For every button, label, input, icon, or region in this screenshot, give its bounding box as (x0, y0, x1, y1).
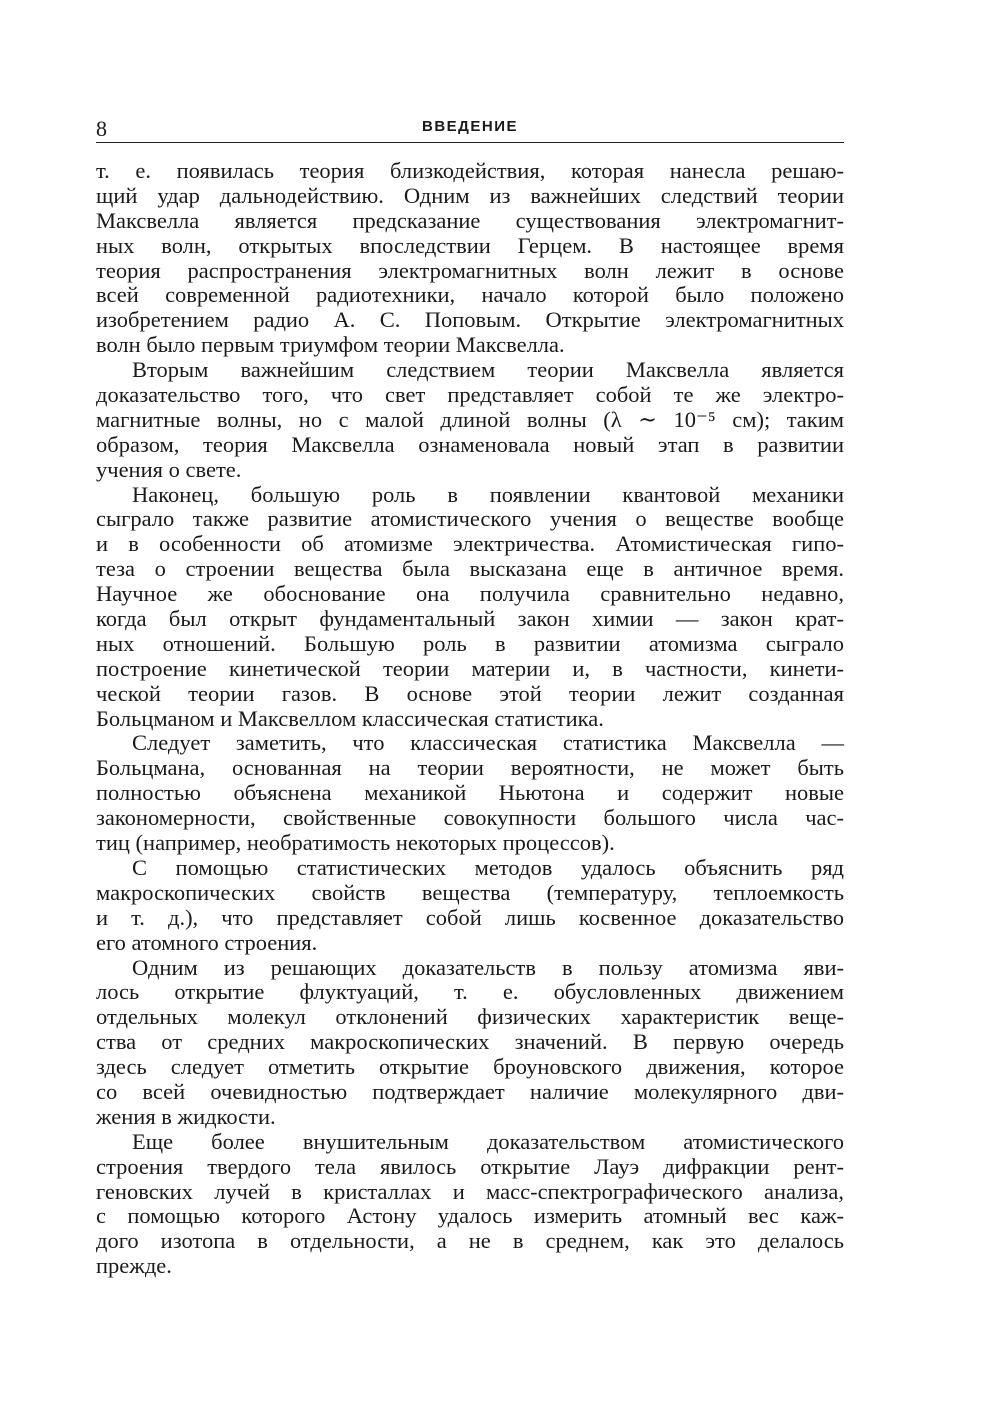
text-line: здесь следует отметить открытие броуновского движения, которое (96, 1054, 844, 1080)
text-line: полностью объяснена механикой Ньютона и содержит новые (96, 780, 844, 806)
text-line: и т. д.), что представляет собой лишь косвенное доказательство (96, 904, 844, 930)
text-line: учения о свете. (96, 456, 242, 482)
text-line: ства от средних макроскопических значений. В первую очередь (96, 1029, 844, 1055)
text-line: закономерности, свойственные совокупности большого числа час- (96, 805, 844, 831)
text-line: Следует заметить, что классическая статистика Максвелла — (132, 730, 844, 756)
text-line: доказательство того, что свет представляет собой те же электро- (96, 382, 844, 408)
text-line: дого изотопа в отдельности, а не в среднем, как это делалось (96, 1228, 844, 1254)
text-line: Одним из решающих доказательств в пользу атомизма яви- (132, 954, 844, 980)
running-head (96, 112, 844, 143)
text-line: Научное же обоснование она получила сравнительно недавно, (96, 581, 844, 607)
text-line: теория распространения электромагнитных волн лежит в основе (96, 257, 844, 283)
text-line: когда был открыт фундаментальный закон химии — закон крат- (96, 606, 844, 632)
text-line: с помощью которого Астону удалось измерить атомный вес каж- (96, 1203, 844, 1229)
text-line: ных отношений. Большую роль в развитии атомизма сыграло (96, 630, 844, 656)
text-line: лось открытие флуктуаций, т. е. обусловленных движением (96, 979, 844, 1005)
text-line: ных волн, открытых впоследствии Герцем. В настоящее время (96, 232, 844, 258)
text-line: построение кинетической теории материи и, в частности, кинети- (96, 655, 844, 681)
text-line: Вторым важнейшим следствием теории Максвелла является (132, 357, 844, 383)
page-number: 8 (96, 116, 107, 141)
text-line: теза о строении вещества была высказана еще в античное время. (96, 556, 844, 582)
book-page (96, 112, 844, 1279)
text-line: и в особенности об атомизме электричества. Атомистическая гипо- (96, 531, 844, 557)
text-line: щий удар дальнодействию. Одним из важнейших следствий теории (96, 182, 844, 208)
text-line: Максвелла является предсказание существования электромагнит- (96, 207, 844, 233)
text-line: всей современной радиотехники, начало которой было положено (96, 282, 844, 308)
text-line: Больцмана, основанная на теории вероятности, не может быть (96, 755, 844, 781)
text-line: образом, теория Максвелла ознаменовала новый этап в развитии (96, 431, 844, 457)
text-line: волн было первым триумфом теории Максвелла. (96, 332, 565, 358)
text-line: жения в жидкости. (96, 1103, 276, 1129)
text-line: геновских лучей в кристаллах и масс-спектрографического анализа, (96, 1178, 844, 1204)
text-line: Больцманом и Максвеллом классическая статистика. (96, 705, 604, 731)
text-line: макроскопических свойств вещества (температуру, теплоемкость (96, 879, 844, 905)
text-line: со всей очевидностью подтверждает наличие молекулярного дви- (96, 1078, 844, 1104)
text-line: С помощью статистических методов удалось объяснить ряд (132, 854, 844, 880)
text-line: ческой теории газов. В основе этой теории лежит созданная (96, 680, 844, 706)
text-line: т. е. появилась теория близкодействия, которая нанесла решаю- (96, 158, 844, 183)
text-line: магнитные волны, но с малой длиной волны (λ ∼ 10⁻⁵ см); таким (96, 406, 844, 432)
text-line: отдельных молекул отклонений физических характеристик веще- (96, 1004, 844, 1030)
text-line: сыграло также развитие атомистического учения о веществе вообще (96, 506, 844, 532)
section-title: ВВЕДЕНИЕ (422, 118, 518, 135)
body-text (96, 159, 844, 1279)
text-line: его атомного строения. (96, 929, 318, 955)
text-line: изобретением радио А. С. Поповым. Открытие электромагнитных (96, 307, 844, 333)
text-line: тиц (например, необратимость некоторых процессов). (96, 830, 615, 856)
text-line: Наконец, большую роль в появлении квантовой механики (132, 481, 844, 507)
text-line: строения твердого тела явилось открытие Лауэ дифракции рент- (96, 1153, 844, 1179)
text-line: Еще более внушительным доказательством атомистического (132, 1128, 844, 1154)
text-line: прежде. (96, 1253, 172, 1279)
